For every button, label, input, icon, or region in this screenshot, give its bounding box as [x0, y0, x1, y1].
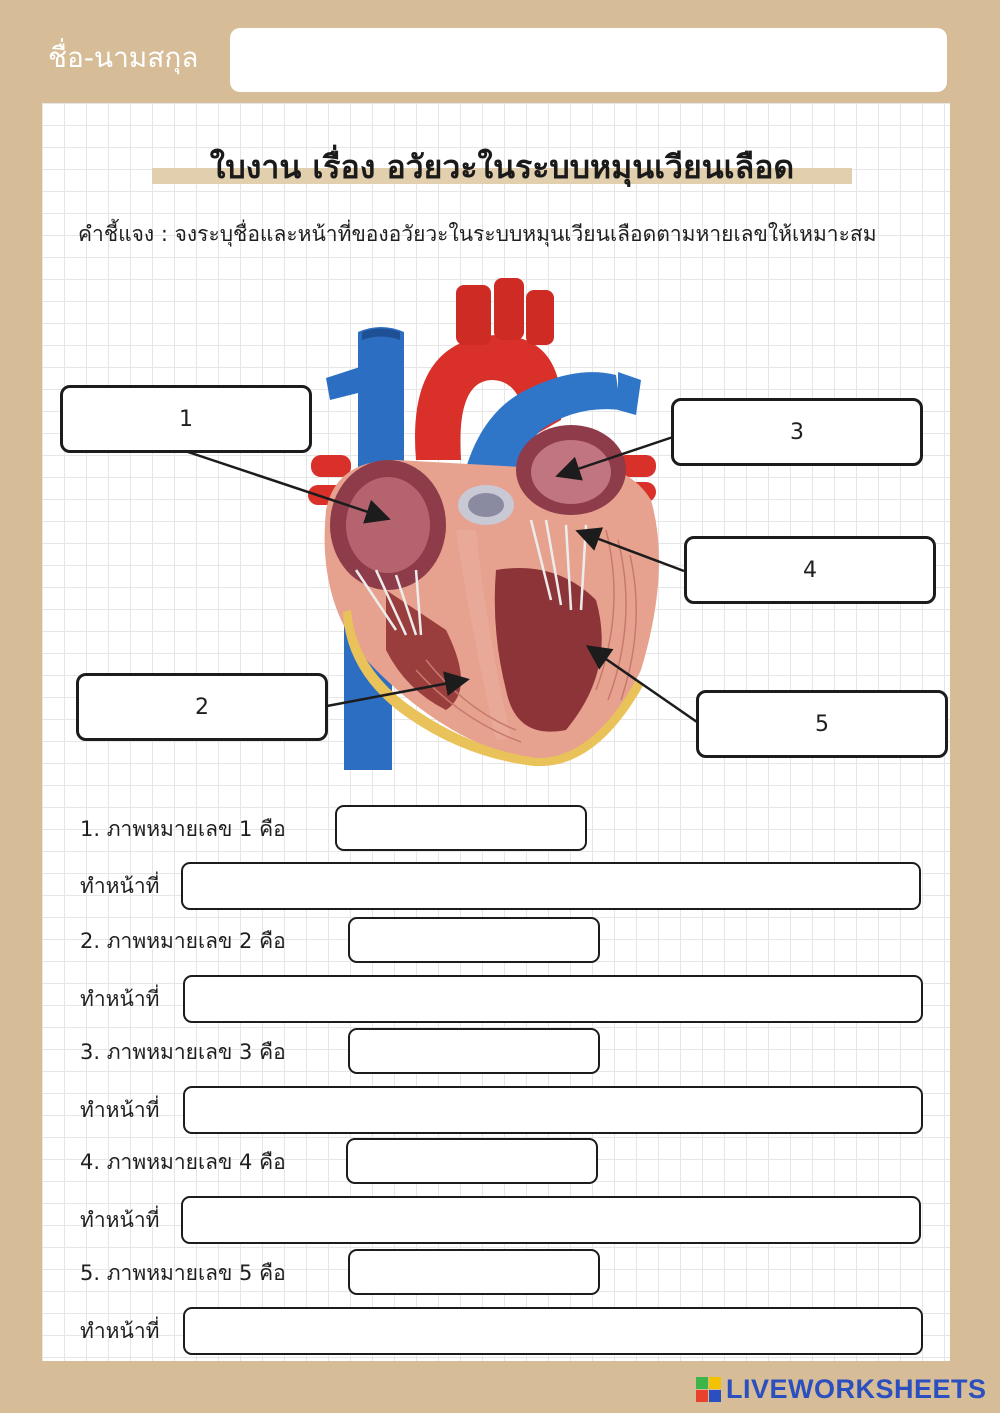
- question-label-4: 4. ภาพหมายเลข 4 คือ: [80, 1150, 286, 1174]
- pointer-line-4: [580, 532, 684, 571]
- answer-name-field-5[interactable]: [348, 1249, 600, 1295]
- question-label-3: 3. ภาพหมายเลข 3 คือ: [80, 1040, 286, 1064]
- diagram-label-box-5[interactable]: [696, 690, 948, 758]
- function-label-4: ทำหน้าที่: [80, 1208, 160, 1232]
- function-label-1: ทำหน้าที่: [80, 874, 160, 898]
- liveworksheets-logo[interactable]: [696, 1374, 987, 1405]
- answer-name-field-3[interactable]: [348, 1028, 600, 1074]
- pointer-line-3: [560, 437, 673, 475]
- diagram-label-box-4[interactable]: [684, 536, 936, 604]
- question-label-2: 2. ภาพหมายเลข 2 คือ: [80, 929, 286, 953]
- answer-function-field-5[interactable]: [183, 1307, 923, 1355]
- diagram-label-2: 2: [195, 694, 209, 720]
- function-label-2: ทำหน้าที่: [80, 987, 160, 1011]
- pointer-line-1: [188, 452, 386, 518]
- pointer-line-2: [327, 680, 465, 706]
- function-label-5: ทำหน้าที่: [80, 1319, 160, 1343]
- worksheet-title: ใบงาน เรื่อง อวัยวะในระบบหมุนเวียนเลือด: [209, 148, 795, 186]
- answer-function-field-2[interactable]: [183, 975, 923, 1023]
- question-label-1: 1. ภาพหมายเลข 1 คือ: [80, 817, 286, 841]
- answer-function-field-1[interactable]: [181, 862, 921, 910]
- answer-function-field-4[interactable]: [181, 1196, 921, 1244]
- answer-name-field-1[interactable]: [335, 805, 587, 851]
- answer-function-field-3[interactable]: [183, 1086, 923, 1134]
- pointer-line-5: [590, 648, 697, 722]
- answer-name-field-4[interactable]: [346, 1138, 598, 1184]
- diagram-label-box-3[interactable]: [671, 398, 923, 466]
- diagram-label-1: 1: [179, 406, 193, 432]
- diagram-label-4: 4: [803, 557, 817, 583]
- liveworksheets-brand-text: LIVEWORKSHEETS: [726, 1374, 987, 1404]
- diagram-label-box-2[interactable]: [76, 673, 328, 741]
- instruction-text: คำชี้แจง : จงระบุชื่อและหน้าที่ของอวัยวะในระบบหมุนเวียนเลือดตามหายเลขให้เหมาะสม: [78, 222, 877, 246]
- liveworksheets-logo-icon: [696, 1377, 721, 1402]
- function-label-3: ทำหน้าที่: [80, 1098, 160, 1122]
- diagram-label-5: 5: [815, 711, 829, 737]
- answer-name-field-2[interactable]: [348, 917, 600, 963]
- question-label-5: 5. ภาพหมายเลข 5 คือ: [80, 1261, 286, 1285]
- diagram-label-3: 3: [790, 419, 804, 445]
- diagram-label-box-1[interactable]: [60, 385, 312, 453]
- name-label: ชื่อ-นามสกุล: [48, 41, 199, 74]
